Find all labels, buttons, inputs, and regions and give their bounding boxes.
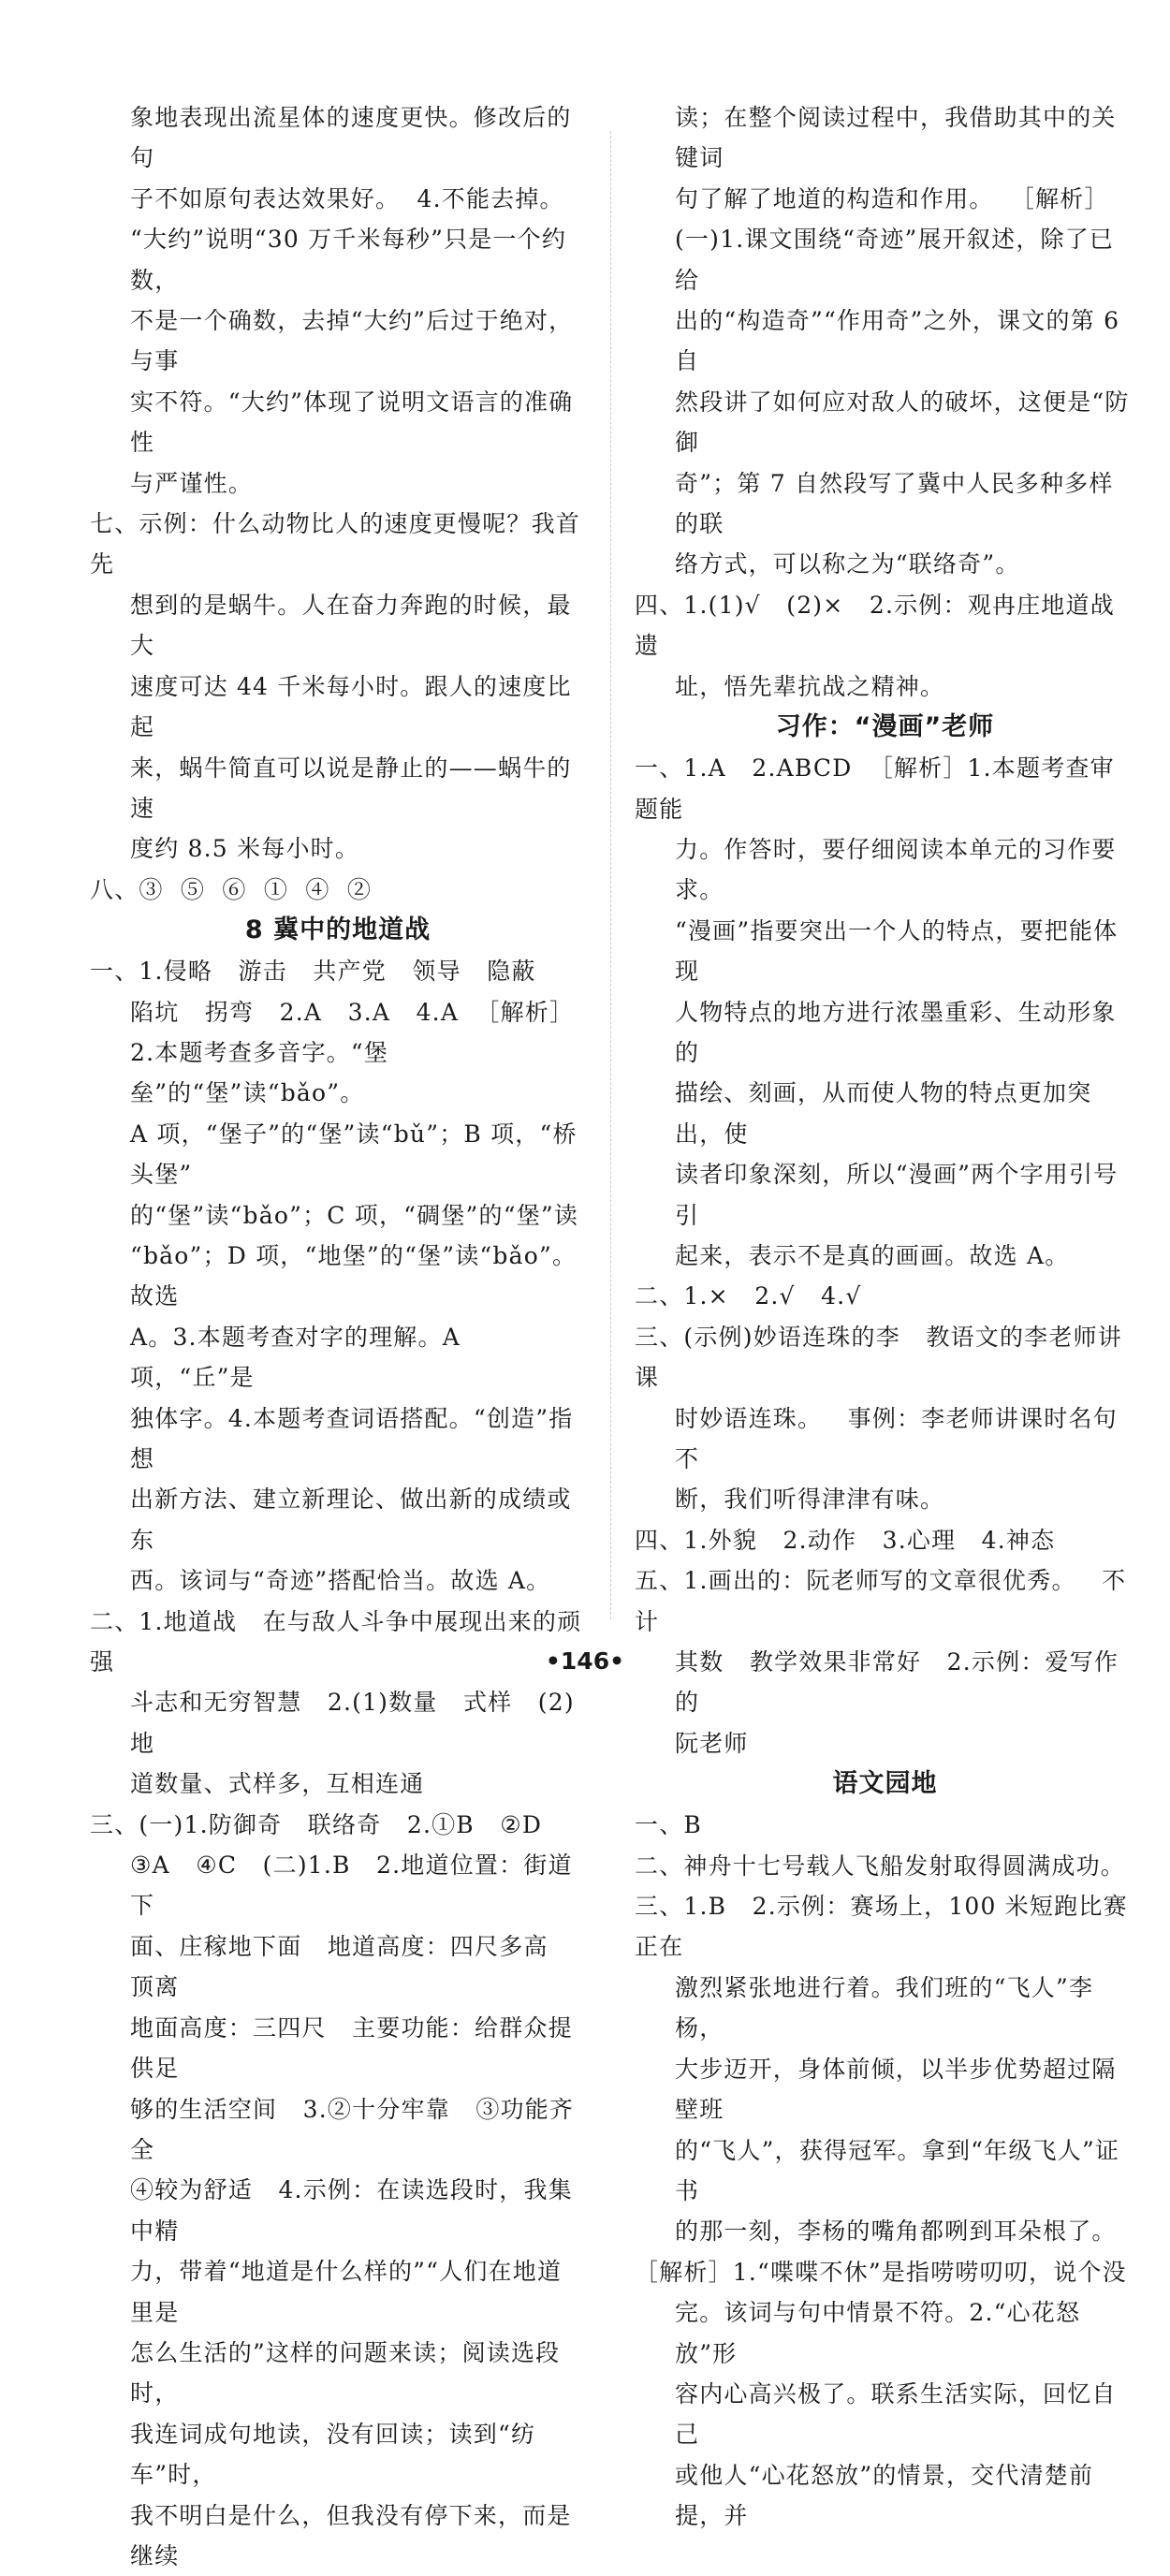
text-line: 力。作答时，要仔细阅读本单元的习作要求。: [675, 835, 1117, 904]
text-line: 速度可达 44 千米每小时。跟人的速度比起: [130, 672, 572, 741]
text-line: 断，我们听得津津有味。: [675, 1486, 945, 1514]
text-line: 出的“构造奇”“作用奇”之外，课文的第 6 自: [675, 307, 1129, 375]
right-answer-block-3: [635, 1805, 1135, 2536]
text-line: 三、(一)1.防御奇 联络奇 2.①B ②D: [90, 1810, 543, 1838]
text-line: 起来，表示不是真的画画。故选 A。: [675, 1241, 1070, 1269]
text-line: 址，悟先辈抗战之精神。: [675, 672, 945, 700]
page-number: •146•: [545, 1647, 625, 1675]
text-line: 西。该词与“奇迹”搭配恰当。故选 A。: [130, 1567, 551, 1595]
text-line: 面、庄稼地下面 地道高度：四尺多高 顶离: [130, 1932, 575, 2001]
text-line: 力，带着“地道是什么样的”“人们在地道里是: [130, 2258, 563, 2326]
text-line: 2.本题考查多音字。“堡垒”的“堡”读“bǎo”。: [130, 1038, 389, 1107]
text-line: 读者印象深刻，所以“漫画”两个字用引号引: [675, 1161, 1119, 1229]
text-line: 激烈紧张地进行着。我们班的“飞人”李杨，: [675, 1973, 1094, 2042]
column-divider: [610, 131, 611, 1619]
text-line: ③A ④C (二)1.B 2.地道位置：街道下: [130, 1852, 573, 1920]
text-line: 句了解了地道的构造和作用。 ［解析］: [675, 184, 1109, 212]
right-answer-block-2: [635, 748, 1135, 1764]
text-line: 或他人“心花怒放”的情景，交代清楚前提，并: [675, 2461, 1094, 2530]
section-title-writing: 习作：“漫画”老师: [775, 712, 995, 742]
text-line: 时妙语连珠。 事例：李老师讲课时名句不: [675, 1404, 1118, 1472]
right-answer-block-1: [635, 97, 1135, 707]
text-line: 大步迈开，身体前倾，以半步优势超过隔壁班: [675, 2055, 1117, 2124]
text-line: 想到的是蜗牛。人在奋力奔跑的时候，最大: [130, 591, 572, 660]
text-line: 四、1.外貌 2.动作 3.心理 4.神态: [635, 1526, 1056, 1554]
text-line: 象地表现出流星体的速度更快。修改后的句: [130, 104, 572, 172]
text-line: 独体字。4.本题考查词语搭配。“创造”指想: [130, 1404, 574, 1472]
text-line: 五、1.画出的：阮老师写的文章很优秀。 不计: [635, 1567, 1127, 1635]
right-column: [635, 97, 1135, 2537]
left-column: [90, 97, 586, 2576]
text-line: 人物特点的地方进行浓墨重彩、生动形象的: [675, 998, 1117, 1066]
text-line: 够的生活空间 3.②十分牢靠 ③功能齐全: [130, 2095, 575, 2163]
text-line: 然段讲了如何应对敌人的破坏，这便是“防御: [675, 388, 1130, 457]
text-line: 描绘、刻画，从而使人物的特点更加突出，使: [675, 1079, 1092, 1148]
text-line: 其数 教学效果非常好 2.示例：爱写作的: [675, 1648, 1119, 1717]
text-line: 实不符。“大约”体现了说明文语言的准确性: [130, 388, 574, 457]
text-line: “大约”说明“30 万千米每秒”只是一个约数，: [130, 226, 567, 294]
text-line: “bǎo”；D 项，“地堡”的“堡”读“bǎo”。故选: [130, 1241, 578, 1310]
text-line: 二、1.× 2.√ 4.√: [635, 1282, 862, 1310]
text-line: 地面高度：三四尺 主要功能：给群众提供足: [130, 2013, 573, 2083]
text-line: 来，蜗牛简直可以说是静止的——蜗牛的速: [130, 754, 572, 822]
text-line: 度约 8.5 米每小时。: [130, 835, 360, 863]
text-line: 的“飞人”，获得冠军。拿到“年级飞人”证书: [675, 2136, 1120, 2204]
text-line: 容内心高兴极了。联系生活实际，回忆自己: [675, 2379, 1117, 2449]
text-line: 三、(示例)妙语连珠的李 教语文的李老师讲课: [635, 1323, 1122, 1392]
text-line: 的那一刻，李杨的嘴角都咧到耳朵根了。: [675, 2217, 1117, 2246]
text-line: 络方式，可以称之为“联络奇”。: [675, 550, 1020, 578]
text-line: 一、1.A 2.ABCD ［解析］1.本题考查审题能: [635, 754, 1115, 823]
text-line: 不是一个确数，去掉“大约”后过于绝对，与事: [130, 307, 574, 375]
text-line: 怎么生活的”这样的问题来读；阅读选段时，: [130, 2338, 561, 2408]
text-line: 我不明白是什么，但我没有停下来，而是继续: [130, 2501, 572, 2569]
text-line: (一)1.课文围绕“奇迹”展开叙述，除了已给: [675, 226, 1115, 294]
text-line: 八、③ ⑤ ⑥ ① ④ ②: [90, 875, 373, 903]
section-title-garden: 语文园地: [832, 1769, 938, 1799]
text-line: ④较为舒适 4.示例：在读选段时，我集中精: [130, 2176, 573, 2245]
text-line: 子不如原句表达效果好。 4.不能去掉。: [130, 184, 564, 212]
text-line: 读；在整个阅读过程中，我借助其中的关键词: [675, 104, 1117, 172]
text-line: 三、1.B 2.示例：赛场上，100 米短跑比赛正在: [635, 1893, 1128, 1961]
text-line: 完。该词与句中情景不符。2.“心花怒放”形: [675, 2299, 1081, 2367]
text-line: 出新方法、建立新理论、做出新的成绩或东: [130, 1486, 572, 1554]
text-line: 一、B: [635, 1811, 702, 1839]
text-line: 七、示例：什么动物比人的速度更慢呢？我首先: [90, 510, 581, 578]
section-title-8: 8 冀中的地道战: [244, 915, 431, 945]
text-line: 与严谨性。: [130, 469, 254, 497]
text-line: “漫画”指要突出一个人的特点，要把能体现: [675, 916, 1119, 986]
left-answer-block-2: [90, 951, 586, 2576]
text-line: 二、神舟十七号载人飞船发射取得圆满成功。: [635, 1852, 1126, 1880]
text-line: 我连词成句地读，没有回读；读到“纺车”时，: [130, 2420, 536, 2489]
left-answer-block-1: [90, 97, 586, 910]
text-line: A 项，“堡子”的“堡”读“bǔ”；B 项，“桥头堡”: [130, 1120, 578, 1189]
text-line: 阮老师: [675, 1729, 749, 1757]
text-line: 的“堡”读“bǎo”；C 项，“碉堡”的“堡”读: [130, 1201, 579, 1229]
text-line: ［解析］1.“喋喋不休”是指唠唠叨叨，说个没: [635, 2258, 1127, 2286]
text-line: 奇”；第 7 自然段写了冀中人民多种多样的联: [675, 469, 1114, 538]
text-line: 道数量、式样多，互相连通: [130, 1770, 425, 1798]
text-line: A。3.本题考查对字的理解。A 项，“丘”是: [130, 1323, 470, 1392]
text-line: 斗志和无穷智慧 2.(1)数量 式样 (2)地: [130, 1689, 575, 1757]
text-line: 陷坑 拐弯 2.A 3.A 4.A ［解析］: [130, 998, 575, 1026]
text-line: 四、1.(1)√ (2)× 2.示例：观冉庄地道战遗: [635, 591, 1115, 660]
text-line: 一、1.侵略 游击 共产党 领导 隐蔽: [90, 958, 536, 986]
text-line: 二、1.地道战 在与敌人斗争中展现出来的顽强: [90, 1607, 582, 1676]
